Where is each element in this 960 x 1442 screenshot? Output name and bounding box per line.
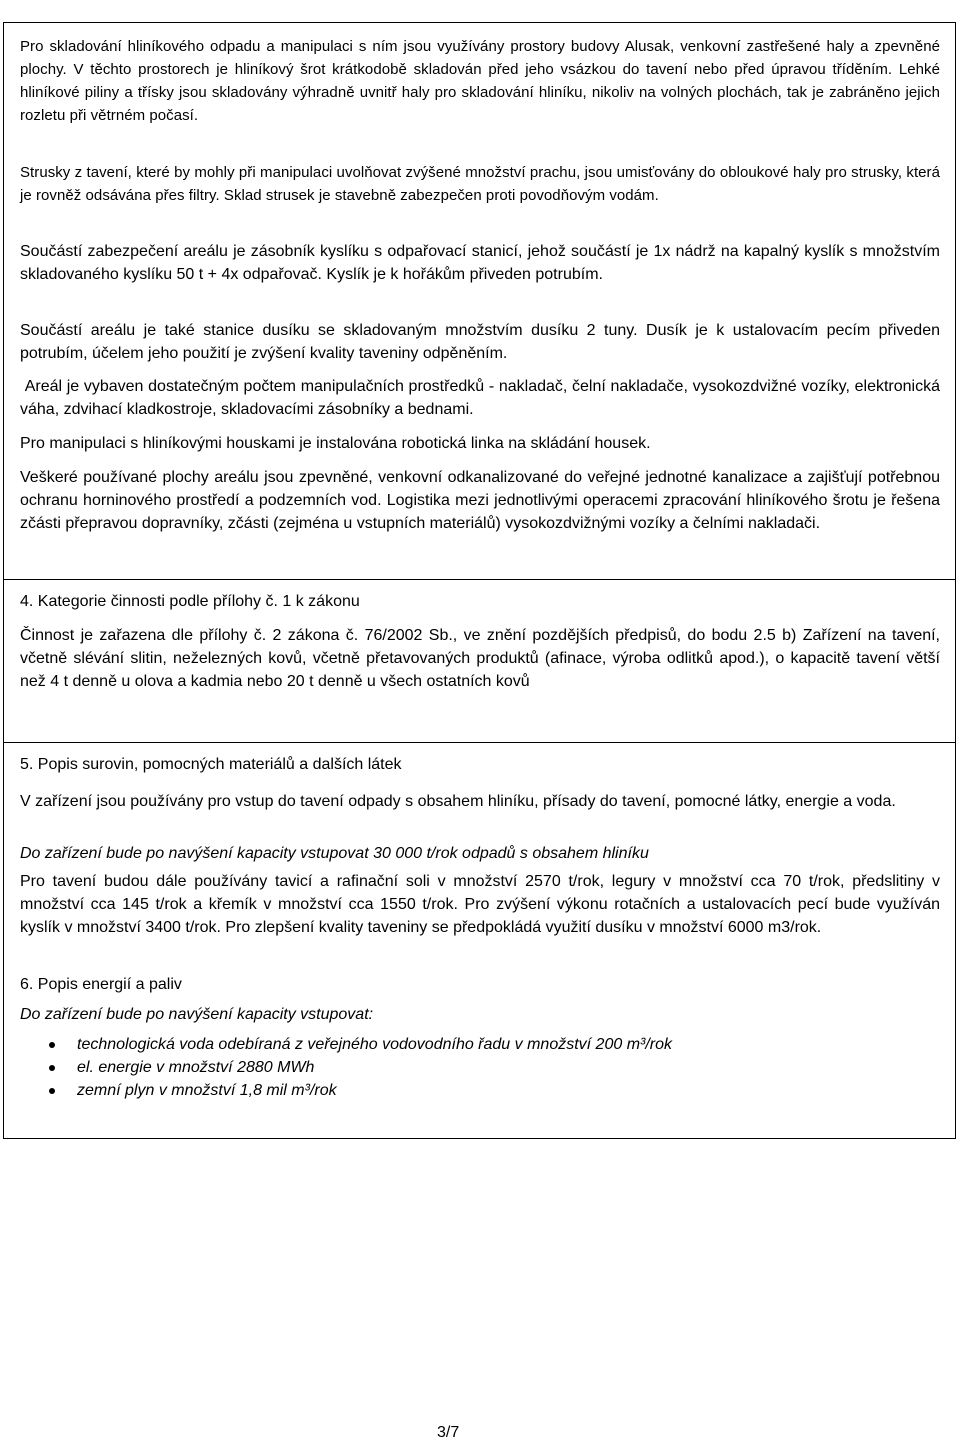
section4-heading: 4. Kategorie činnosti podle přílohy č. 1 k zákonu — [20, 593, 360, 610]
section6-intro: Do zařízení bude po navýšení kapacity vstupovat: — [20, 1006, 374, 1023]
section5-capacity-note: Do zařízení bude po navýšení kapacity vstupovat 30 000 t/rok odpadů s obsahem hliníku — [20, 845, 649, 862]
list-item: technologická voda odebíraná z veřejného vodovodního řadu v množství 200 m³/rok — [20, 1033, 920, 1056]
section-separator — [3, 579, 956, 580]
section5-paragraph: V zařízení jsou používány pro vstup do tavení odpady s obsahem hliníku, přísady do tavení, pomocné látky, energie a voda. — [20, 793, 896, 810]
paragraph-surfaces: Veškeré používané plochy areálu jsou zpevněné, venkovní odkanalizované do veřejné jednotné kanalizace a zajišťují potřebnou ochranu horninového prostředí a podzemních vod. Logistika mezi jednotlivými operacemi zpracování hliníkového šrotu je řešena zčásti přepravou dopravníky, zčásti (zejména u vstupních materiálů) vysokozdvižnými vozíky a čelními nakladači. — [20, 469, 940, 532]
bullet-icon — [49, 1042, 55, 1048]
paragraph-storage: Pro skladování hliníkového odpadu a manipulaci s ním jsou využívány prostory budovy Alusak, venkovní zastřešené haly a zpevněné plochy. V těchto prostorech je hliníkový šrot krátkodobě skladován před jeho vsázkou do tavení nebo před úpravou tříděním. Lehké hliníkové piliny a třísky jsou skladovány výhradně uvnitř haly pro skladování hliníku, nikoliv na volných plochách, tak je zabráněno jejich rozletu při větrném počasí. — [20, 38, 940, 124]
paragraph-nitrogen: Součástí areálu je také stanice dusíku se skladovaným množstvím dusíku 2 tuny. Dusík je k ustalovacím pecím přiveden potrubím, účelem jeho použití je zvýšení kvality taveniny odpěněním. — [20, 322, 940, 362]
section-separator — [3, 742, 956, 743]
bullet-icon — [49, 1088, 55, 1094]
paragraph-oxygen: Součástí zabezpečení areálu je zásobník kyslíku s odpařovací stanicí, jehož součástí je 1x nádrž na kapalný kyslík s množstvím skladovaného kyslíku 50 t + 4x odpařovač. Kyslík je k hořákům přiveden potrubím. — [20, 243, 940, 283]
list-item: el. energie v množství 2880 MWh — [20, 1056, 920, 1079]
paragraph-robotic-line: Pro manipulaci s hliníkovými houskami je instalována robotická linka na skládání housek. — [20, 435, 651, 452]
energy-list — [20, 1033, 920, 1102]
section4-text: Činnost je zařazena dle přílohy č. 2 zákona č. 76/2002 Sb., ve znění pozdějších předpisů, do bodu 2.5 b) Zařízení na tavení, včetně slévání slitin, neželezných kovů, včetně přetavovaných produktů (afinace, výroba odlitků apod.), o kapacitě tavení větší než 4 t denně u olova a kadmia nebo 20 t denně u všech ostatních kovů — [20, 627, 940, 690]
page-number: 3/7 — [437, 1424, 460, 1441]
section6-heading: 6. Popis energií a paliv — [20, 976, 182, 993]
list-item: zemní plyn v množství 1,8 mil m³/rok — [20, 1079, 920, 1102]
paragraph-equipment: Areál je vybaven dostatečným počtem manipulačních prostředků - nakladač, čelní nakladače, vysokozdvižné vozíky, elektronická váha, zdvihací kladkostroje, skladovacími zásobníky a bednami. — [20, 378, 945, 418]
section5-heading: 5. Popis surovin, pomocných materiálů a dalších látek — [20, 756, 402, 773]
bullet-icon — [49, 1065, 55, 1071]
section5-salts-paragraph: Pro tavení budou dále používány tavicí a rafinační soli v množství 2570 t/rok, legury v množství cca 70 t/rok, předslitiny v množství cca 145 t/rok a křemík v množství cca 1550 t/rok. Pro zvýšení výkonu rotačních a ustalovacích pecí bude využíván kyslík v množství 3400 t/rok. Pro zlepšení kvality taveniny se předpokládá využití dusíku v množství 6000 m3/rok. — [20, 873, 940, 936]
paragraph-slag: Strusky z tavení, které by mohly při manipulaci uvolňovat zvýšené množství prachu, jsou umisťovány do obloukové haly pro strusky, která je rovněž odsávána přes filtry. Sklad strusek je stavebně zabezpečen proti povodňovým vodám. — [20, 164, 940, 204]
